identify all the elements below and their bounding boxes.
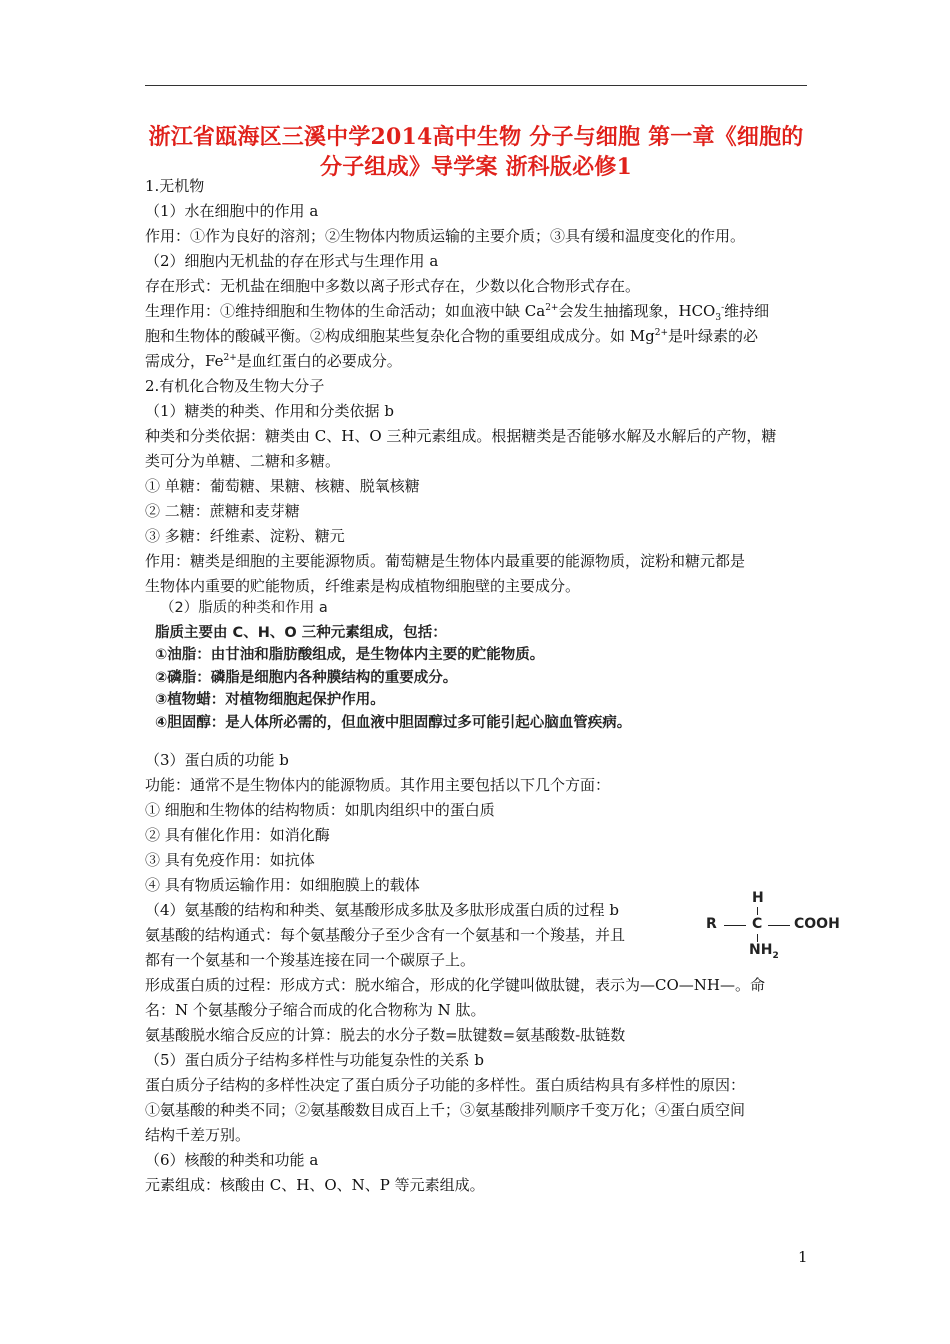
subsection-title-amino-acid: （4）氨基酸的结构和种类、氨基酸形成多肽及多肽形成蛋白质的过程 b (145, 901, 619, 919)
paragraph-diversity-line2: ①氨基酸的种类不同；②氨基酸数目成百上千；③氨基酸排列顺序千变万化；④蛋白质空间 (145, 1101, 746, 1119)
list-item-structure: ① 细胞和生物体的结构物质：如肌肉组织中的蛋白质 (145, 801, 495, 819)
paragraph-salts-function-line1 (145, 301, 769, 321)
section-heading-inorganic: 1.无机物 (145, 177, 205, 195)
paragraph-sugars-function-line1: 作用：糖类是细胞的主要能源物质。葡萄糖是生物体内最重要的能源物质，淀粉和糖元都是 (145, 552, 746, 570)
superscript: 2+ (545, 303, 559, 313)
text-run: NH (749, 942, 773, 958)
subsection-title-salts: （2）细胞内无机盐的存在形式与生理作用 a (145, 252, 439, 270)
list-item-transport: ④ 具有物质运输作用：如细胞膜上的载体 (145, 876, 420, 894)
text-run: 胞和生物体的酸碱平衡。②构成细胞某些复杂化合物的重要组成成分。如 Mg (145, 327, 655, 345)
list-item-wax: ③植物蜡：对植物细胞起保护作用。 (155, 692, 385, 708)
formula-r-group: R (706, 916, 717, 932)
superscript: 2+ (223, 353, 237, 363)
list-item-catalysis: ② 具有催化作用：如消化酶 (145, 826, 330, 844)
formula-bond-top (757, 907, 758, 915)
subsection-title-diversity: （5）蛋白质分子结构多样性与功能复杂性的关系 b (145, 1051, 484, 1069)
paragraph-amino-line2: 都有一个氨基和一个羧基连接在同一个碳原子上。 (145, 951, 476, 969)
page-number: 1 (798, 1248, 808, 1266)
formula-bond-bottom (757, 934, 758, 942)
subsection-title-water: （1）水在细胞中的作用 a (145, 202, 319, 220)
paragraph-sugars-function-line2: 生物体内重要的贮能物质，纤维素是构成植物细胞壁的主要成分。 (145, 577, 581, 595)
list-item-cholesterol: ④胆固醇：是人体所必需的，但血液中胆固醇过多可能引起心脑血管疾病。 (155, 715, 632, 731)
document-title (145, 122, 807, 182)
paragraph-salts-function-line2 (145, 326, 758, 346)
formula-c-atom: C (752, 916, 763, 932)
section-heading-organic: 2.有机化合物及生物大分子 (145, 377, 325, 395)
paragraph-water-function: 作用：①作为良好的溶剂；②生物体内物质运输的主要介质；③具有缓和温度变化的作用。 (145, 227, 746, 245)
paragraph-amino-line4: 名：N 个氨基酸分子缩合而成的化合物称为 N 肽。 (145, 1001, 486, 1019)
list-item-disaccharide: ② 二糖：蔗糖和麦芽糖 (145, 502, 300, 520)
list-item-polysaccharide: ③ 多糖：纤维素、淀粉、糖元 (145, 527, 345, 545)
paragraph-nucleic-acid: 元素组成：核酸由 C、H、O、N、P 等元素组成。 (145, 1176, 485, 1194)
text-run: 需成分，Fe (145, 352, 224, 370)
list-item-monosaccharide: ① 单糖：葡萄糖、果糖、核糖、脱氧核糖 (145, 477, 420, 495)
superscript: 2+ (654, 328, 669, 338)
paragraph-protein-function: 功能：通常不是生物体内的能源物质。其作用主要包括以下几个方面： (145, 776, 611, 794)
header-rule (145, 85, 807, 86)
paragraph-diversity-line3: 结构千差万别。 (145, 1126, 251, 1144)
paragraph-sugars-line2: 类可分为单糖、二糖和多糖。 (145, 452, 341, 470)
formula-h-atom: H (752, 890, 764, 906)
subsection-title-sugars: （1）糖类的种类、作用和分类依据 b (145, 402, 394, 420)
text-run: 生理作用：①维持细胞和生物体的生命活动；如血液中缺 Ca (145, 302, 546, 320)
subsection-title-nucleic-acid: （6）核酸的种类和功能 a (145, 1151, 319, 1169)
formula-bond-left (724, 925, 746, 926)
formula-amino-group (749, 942, 779, 961)
list-item-phospholipid: ②磷脂：磷脂是细胞内各种膜结构的重要成分。 (155, 670, 458, 686)
paragraph-amino-line5: 氨基酸脱水缩合反应的计算：脱去的水分子数=肽键数=氨基酸数-肽链数 (145, 1026, 626, 1044)
paragraph-amino-line3: 形成蛋白质的过程：形成方式：脱水缩合，形成的化学键叫做肽键，表示为—CO—NH—。命 (145, 976, 765, 994)
subscript: 2 (772, 950, 779, 961)
list-item-oil: ①油脂：由甘油和脂肪酸组成，是生物体内主要的贮能物质。 (155, 647, 545, 663)
paragraph-salts-function-line3 (145, 351, 402, 371)
paragraph-salts-existence: 存在形式：无机盐在细胞中多数以离子形式存在，少数以化合物形式存在。 (145, 277, 641, 295)
paragraph-lipids-intro: 脂质主要由 C、H、O 三种元素组成，包括： (155, 625, 447, 641)
paragraph-diversity-line1: 蛋白质分子结构的多样性决定了蛋白质分子功能的多样性。蛋白质结构具有多样性的原因： (145, 1076, 746, 1094)
formula-bond-right (768, 925, 790, 926)
title-line-2: 分子组成》导学案 浙科版必修1 (320, 154, 632, 180)
subsection-title-protein: （3）蛋白质的功能 b (145, 751, 289, 769)
title-line-1: 浙江省瓯海区三溪中学2014高中生物 分子与细胞 第一章《细胞的 (148, 124, 804, 150)
subsection-title-lipids: （2）脂质的种类和作用 a (160, 600, 328, 616)
text-run: 会发生抽搐现象，HCO (558, 302, 716, 320)
text-run: 是血红蛋白的必要成分。 (236, 352, 402, 370)
amino-acid-structural-formula (706, 890, 840, 961)
list-item-immunity: ③ 具有免疫作用：如抗体 (145, 851, 315, 869)
subscript: 3 (715, 313, 722, 323)
paragraph-sugars-line1: 种类和分类依据：糖类由 C、H、O 三种元素组成。根据糖类是否能够水解及水解后的产物，糖 (145, 427, 777, 445)
formula-carboxyl: COOH (794, 916, 840, 932)
text-run: 是叶绿素的必 (668, 327, 759, 345)
text-run: 维持细 (724, 302, 770, 320)
superscript: - (721, 303, 725, 313)
paragraph-amino-line1: 氨基酸的结构通式：每个氨基酸分子至少含有一个氨基和一个羧基，并且 (145, 926, 626, 944)
